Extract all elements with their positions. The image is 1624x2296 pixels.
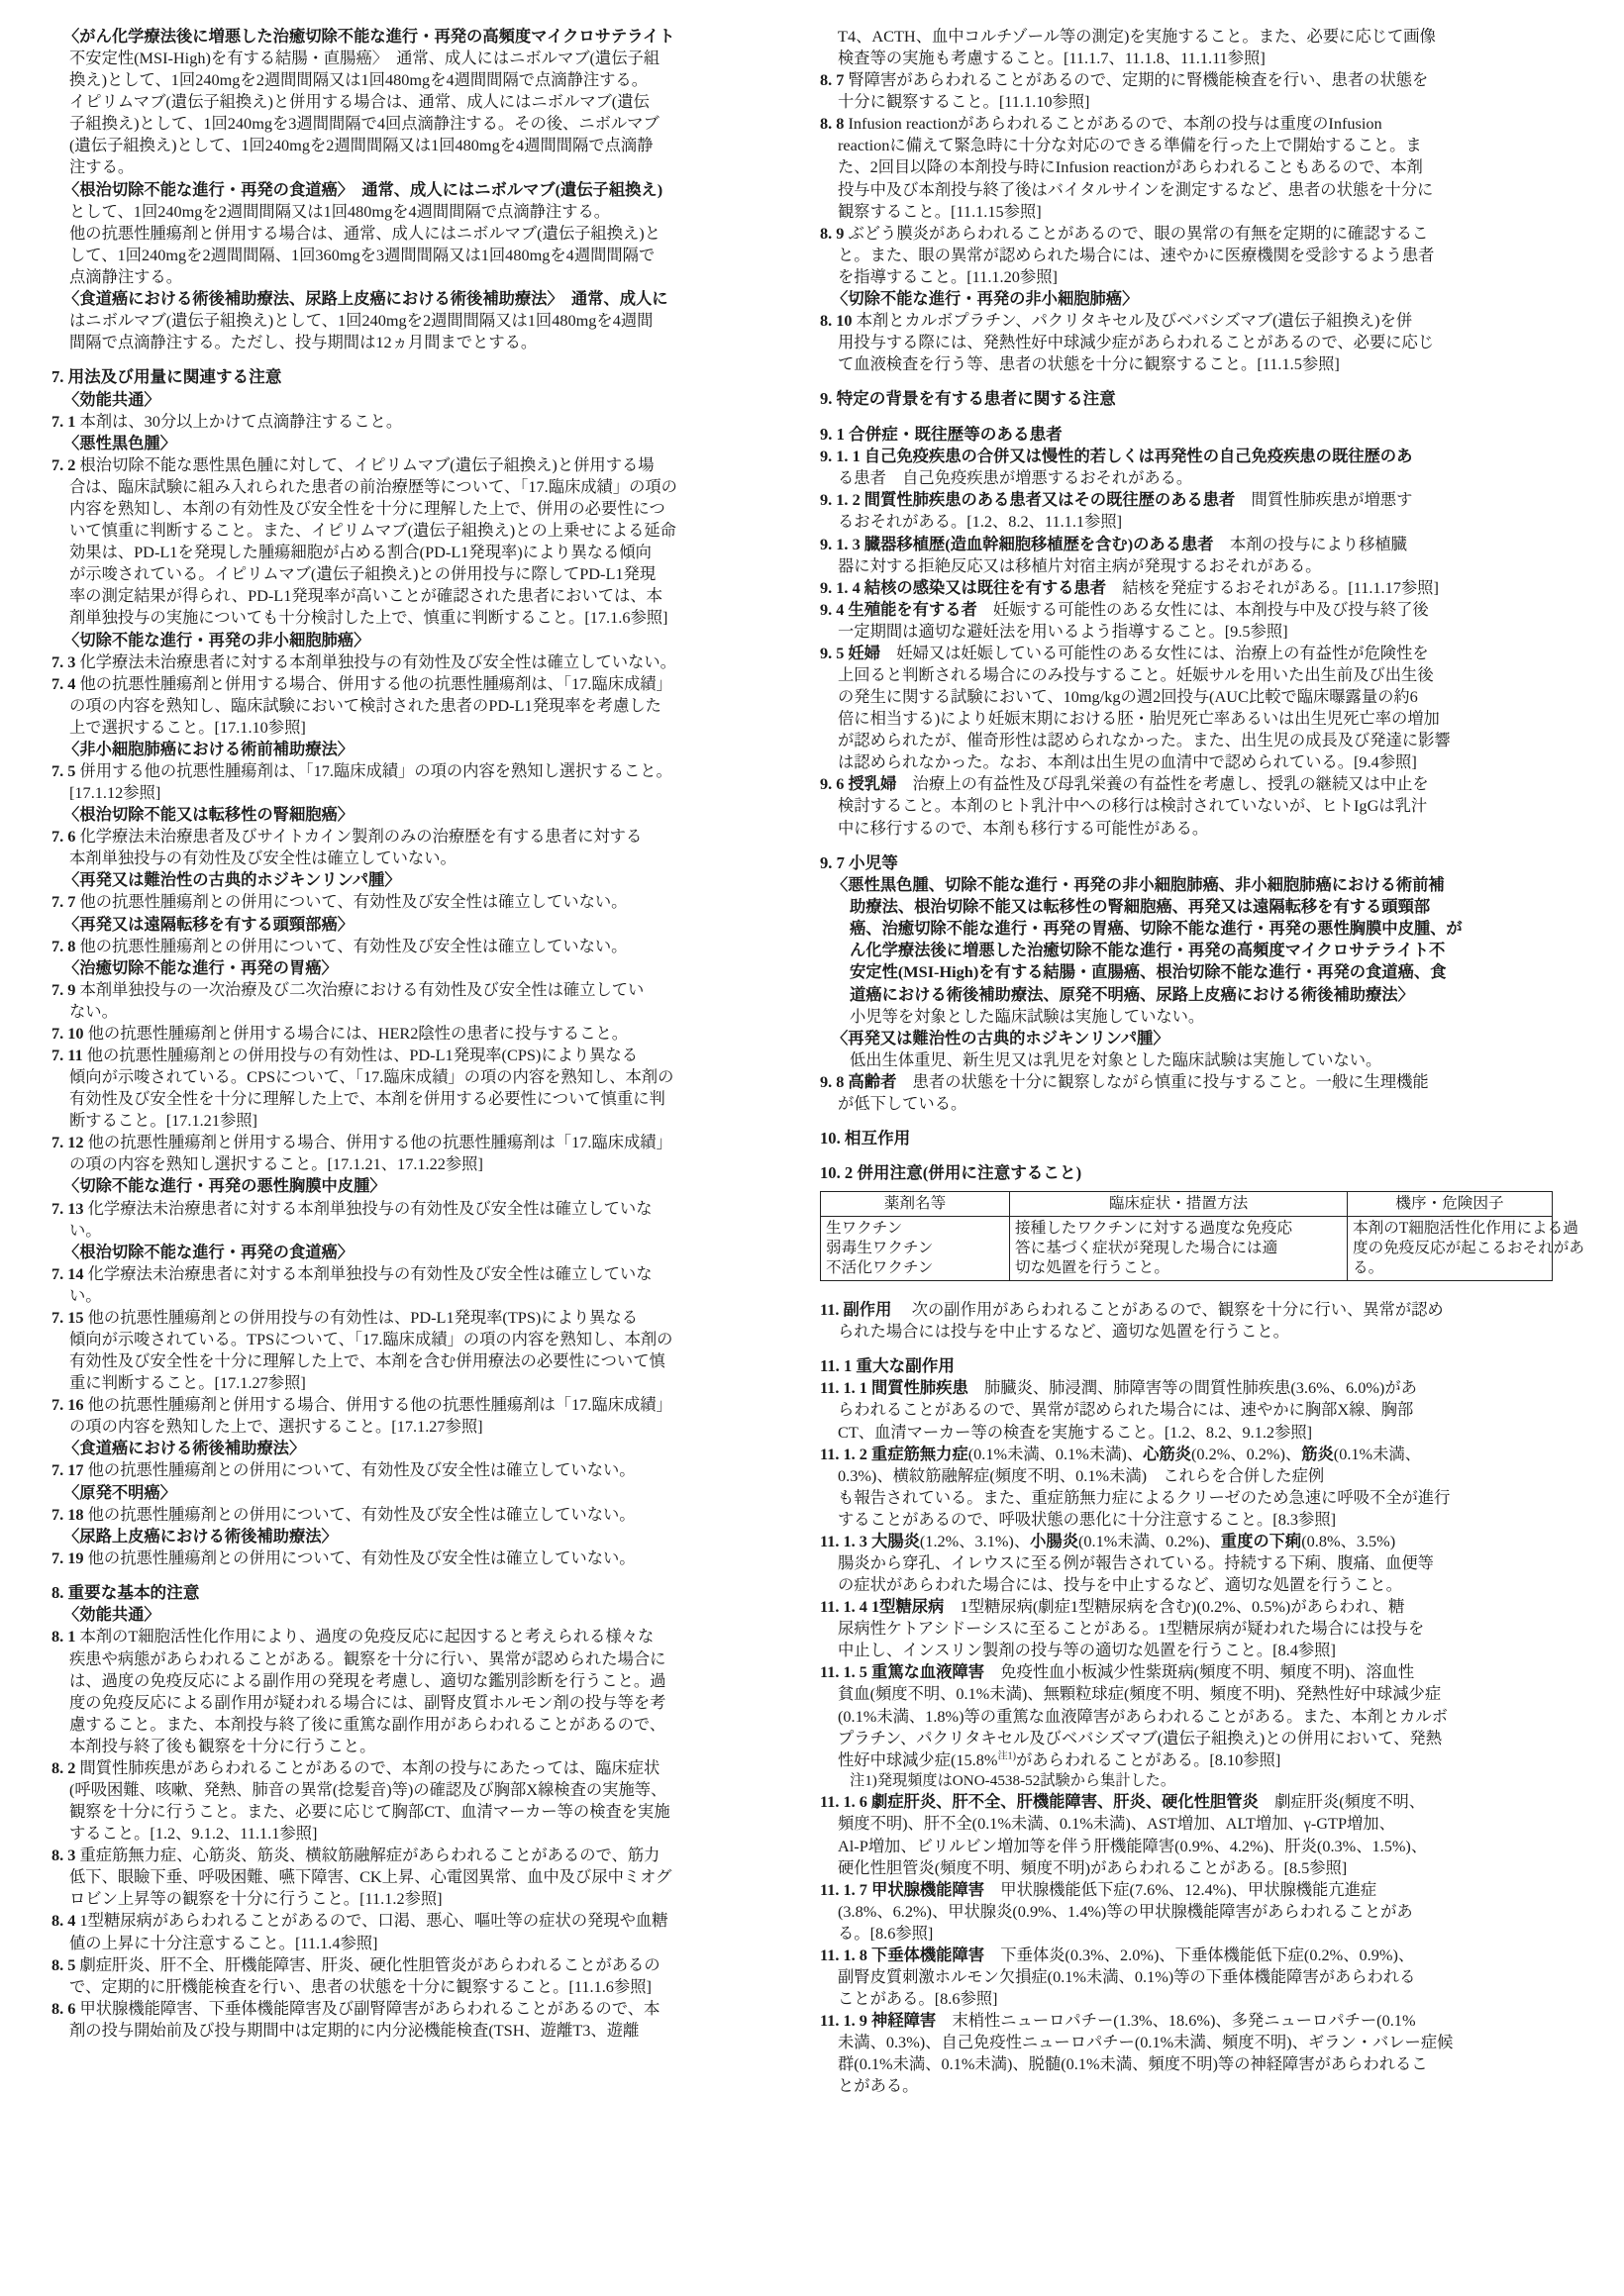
- item-number: 11. 1. 7: [820, 1879, 867, 1899]
- indication-subheading: 〈切除不能な進行・再発の非小細胞肺癌〉: [832, 288, 1139, 308]
- table-column-header: 薬剤名等: [821, 1191, 1010, 1216]
- continuation-line-bold: 助療法、根治切除不能又は転移性の腎細胞癌、再発又は遠隔転移を有する頭頸部: [850, 897, 1431, 917]
- indication-subheading: 〈再発又は難治性の古典的ホジキンリンパ腫〉: [63, 870, 401, 890]
- item-number: 9. 1. 2: [820, 490, 861, 510]
- item-number: 8. 9: [820, 223, 845, 243]
- numbered-item: 8. 10 本剤とカルボプラチン、パクリタキセル及びベバシズマブ(遺伝子組換え)を併: [820, 311, 1413, 331]
- section-heading: 9. 特定の背景を有する患者に関する注意: [820, 389, 1116, 409]
- table-column-header: 臨床症状・措置方法: [1010, 1191, 1348, 1216]
- indication-subheading: 〈再発又は遠隔転移を有する頭頸部癌〉: [63, 914, 355, 934]
- item-number: 7. 7: [51, 892, 76, 912]
- continuation-line: 率の測定結果が得られ、PD-L1発現率が高いことが確認された患者においては、本: [69, 586, 662, 606]
- item-number: 8. 1: [51, 1627, 76, 1647]
- continuation-line: を指導すること。[11.1.20参照]: [838, 266, 1058, 286]
- indication-subheading: 〈効能共通〉: [63, 1605, 160, 1625]
- continuation-line: して、1回240mgを2週間間隔、1回360mgを3週間間隔又は1回480mgを4週間間隔で: [69, 245, 656, 264]
- indication-subheading: 〈非小細胞肺癌における術前補助療法〉: [63, 739, 355, 758]
- item-label: 小腸炎: [1030, 1531, 1078, 1550]
- continuation-line: 不安定性(MSI-High)を有する結腸・直腸癌〉 通常、成人にはニボルマブ(遺伝子組: [69, 49, 660, 68]
- continuation-line: 本剤単独投与の有効性及び安全性は確立していない。: [69, 849, 457, 868]
- continuation-line: イピリムマブ(遺伝子組換え)と併用する場合は、通常、成人にはニボルマブ(遺伝: [69, 92, 650, 112]
- numbered-item: 7. 10 他の抗悪性腫瘍剤と併用する場合には、HER2陰性の患者に投与すること。: [51, 1023, 629, 1043]
- continuation-line: る患者 自己免疫疾患が増悪するおそれがある。: [838, 468, 1193, 488]
- item-label: 劇症肝炎、肝不全、肝機能障害、肝炎、硬化性胆管炎: [871, 1792, 1259, 1812]
- continuation-line: と。また、眼の異常が認められた場合には、速やかに医療機関を受診するよう患者: [838, 245, 1435, 264]
- numbered-item: 9. 5 妊婦 妊婦又は妊娠している可能性のある女性には、治療上の有益性が危険性を: [820, 643, 1429, 662]
- numbered-item: 7. 5 併用する他の抗悪性腫瘍剤は、「17.臨床成績」の項の内容を熟知し選択すること。: [51, 760, 672, 780]
- item-number: 7. 6: [51, 827, 76, 847]
- numbered-item: 8. 9 ぶどう膜炎があらわれることがあるので、眼の異常の有無を定期的に確認するこ: [820, 223, 1429, 243]
- item-number: 7. 2: [51, 454, 76, 474]
- continuation-line: 中に移行するので、本剤も移行する可能性がある。: [838, 818, 1209, 838]
- table-column-header: 機序・危険因子: [1348, 1191, 1553, 1216]
- continuation-line: 有効性及び安全性を十分に理解した上で、本剤を含む併用療法の必要性について慎: [69, 1351, 665, 1371]
- numbered-item: 11. 1. 8 下垂体機能障害 下垂体炎(0.3%、2.0%)、下垂体機能低下症(0.2%、0.9%)、: [820, 1945, 1415, 1964]
- continuation-line: の症状があらわれた場合には、投与を中止するなど、適切な処置を行うこと。: [838, 1575, 1402, 1595]
- table-cell: 接種したワクチンに対する過度な免疫応 答に基づく症状が発現した場合には適 切な処置を行うこと。: [1010, 1216, 1348, 1280]
- section-gap: [820, 840, 1553, 852]
- item-number: 9. 8: [820, 1071, 845, 1091]
- continuation-line: 尿病性ケトアシドーシスに至ることがある。1型糖尿病が疑われた場合には投与を: [838, 1619, 1425, 1639]
- item-number: 11. 1. 6: [820, 1792, 867, 1812]
- item-number: 7. 19: [51, 1547, 84, 1567]
- continuation-line: (0.1%未満、1.8%)等の重篤な血液障害があらわれることがある。また、本剤とカルボ: [838, 1706, 1448, 1726]
- continuation-line: 貧血(頻度不明、0.1%未満)、無顆粒球症(頻度不明、頻度不明)、発熱性好中球減少症: [838, 1684, 1442, 1704]
- numbered-item: 11. 副作用 次の副作用があらわれることがあるので、観察を十分に行い、異常が認め: [820, 1299, 1444, 1319]
- numbered-item: 7. 7 他の抗悪性腫瘍剤との併用について、有効性及び安全性は確立していない。: [51, 892, 628, 912]
- continuation-line: い。: [69, 1220, 102, 1240]
- item-number: 7. 8: [51, 936, 76, 955]
- continuation-line: の項の内容を熟知し選択すること。[17.1.21、17.1.22参照]: [69, 1154, 483, 1174]
- continuation-line: とがある。: [838, 2076, 919, 2096]
- numbered-item: 8. 8 Infusion reactionがあらわれることがあるので、本剤の投与は重度のInfusion: [820, 114, 1382, 134]
- continuation-line: 有効性及び安全性を十分に理解した上で、本剤を併用する必要性について慎重に判: [69, 1089, 665, 1109]
- item-number: 7. 5: [51, 760, 76, 780]
- continuation-line: 群(0.1%未満、0.1%未満)、脱髄(0.1%未満、頻度不明)等の神経障害があらわれるこ: [838, 2054, 1428, 2074]
- indication-subheading: 〈食道癌における術後補助療法、尿路上皮癌における術後補助療法〉 通常、成人に: [63, 288, 668, 308]
- numbered-item: 11. 1. 6 劇症肝炎、肝不全、肝機能障害、肝炎、硬化性胆管炎 劇症肝炎(頻度不明、: [820, 1792, 1426, 1812]
- indication-subheading: 〈切除不能な進行・再発の非小細胞肺癌〉: [63, 630, 370, 649]
- numbered-item: 7. 14 化学療法未治療患者に対する本剤単独投与の有効性及び安全性は確立していな: [51, 1263, 653, 1283]
- continuation-line: ない。: [69, 1001, 118, 1021]
- item-number: 8. 8: [820, 114, 845, 134]
- continuation-line: い。: [69, 1285, 102, 1305]
- item-number: 7. 1: [51, 411, 76, 431]
- item-number: 7. 14: [51, 1263, 84, 1283]
- item-number: 9. 4: [820, 599, 845, 619]
- section-gap: [820, 1149, 1553, 1162]
- indication-subheading: 〈再発又は難治性の古典的ホジキンリンパ腫〉: [832, 1028, 1169, 1048]
- continuation-line: 観察を十分に行うこと。また、必要に応じて胸部CT、血清マーカー等の検査を実施: [69, 1802, 670, 1822]
- continuation-line: 傾向が示唆されている。CPSについて、「17.臨床成績」の項の内容を熟知し、本剤の: [69, 1067, 674, 1087]
- continuation-line-bold: ん化学療法後に増悪した治癒切除不能な進行・再発の高頻度マイクロサテライト不: [850, 941, 1446, 960]
- continuation-line: ことがある。[8.6参照]: [838, 1989, 998, 2009]
- item-number: 7. 13: [51, 1198, 84, 1218]
- continuation-line: 内容を熟知し、本剤の有効性及び安全性を十分に理解した上で、併用の必要性につ: [69, 499, 665, 519]
- continuation-line: 一定期間は適切な避妊法を用いるよう指導すること。[9.5参照]: [838, 621, 1288, 641]
- item-number: 7. 11: [51, 1046, 83, 1064]
- item-number: 11. 副作用: [820, 1299, 892, 1319]
- continuation-line: 小児等を対象とした臨床試験は実施していない。: [850, 1006, 1205, 1026]
- continuation-line: 0.3%)、横紋筋融解症(頻度不明、0.1%未満) これらを合併した症例: [838, 1465, 1325, 1485]
- item-number: 11. 1. 1: [820, 1378, 867, 1398]
- numbered-item: 8. 3 重症筋無力症、心筋炎、筋炎、横紋筋融解症があらわれることがあるので、筋力: [51, 1846, 660, 1865]
- continuation-line: 低出生体重児、新生児又は乳児を対象とした臨床試験は実施していない。: [850, 1049, 1382, 1069]
- item-label: 間質性肺疾患のある患者又はその既往歴のある患者: [863, 490, 1236, 510]
- continuation-line: 検討すること。本剤のヒト乳汁中への移行は検討されていないが、ヒトIgGは乳汁: [838, 796, 1428, 816]
- item-label: 間質性肺疾患: [871, 1378, 968, 1398]
- item-label: 妊婦: [848, 643, 881, 662]
- item-label: 生殖能を有する者: [848, 599, 977, 619]
- item-number: 8. 3: [51, 1846, 76, 1865]
- continuation-line: いて慎重に判断すること。また、イピリムマブ(遺伝子組換え)との上乗せによる延命: [69, 521, 676, 541]
- right-text-column: [820, 26, 1584, 2097]
- continuation-line: 腸炎から穿孔、イレウスに至る例が報告されている。持続する下痢、腹痛、血便等: [838, 1553, 1434, 1573]
- numbered-item: 11. 1. 7 甲状腺機能障害 甲状腺機能低下症(7.6%、12.4%)、甲状腺機能亢進症: [820, 1879, 1377, 1899]
- item-label: 大腸炎: [871, 1531, 920, 1550]
- continuation-line: ロビン上昇等の観察を十分に行うこと。[11.1.2参照]: [69, 1889, 443, 1909]
- indication-subheading: 〈根治切除不能な進行・再発の食道癌〉: [63, 1242, 355, 1261]
- numbered-item: 7. 9 本剤単独投与の一次治療及び二次治療における有効性及び安全性は確立してい: [51, 979, 645, 999]
- continuation-line: て血液検査を行う等、患者の状態を十分に観察すること。[11.1.5参照]: [838, 354, 1340, 374]
- item-label: 授乳婦: [848, 774, 897, 794]
- table-cell: 生ワクチン 弱毒生ワクチン 不活化ワクチン: [821, 1216, 1010, 1280]
- section-heading: 11. 1 重大な副作用: [820, 1355, 955, 1375]
- continuation-line: CT、血清マーカー等の検査を実施すること。[1.2、8.2、9.1.2参照]: [838, 1422, 1313, 1442]
- indication-subheading: 〈悪性黒色腫〉: [63, 433, 176, 452]
- continuation-line: 倍に相当する)により妊娠末期における胚・胎児死亡率あるいは出生児死亡率の増加: [838, 709, 1440, 729]
- numbered-item: 7. 19 他の抗悪性腫瘍剤との併用について、有効性及び安全性は確立していない。: [51, 1547, 636, 1567]
- item-number: 7. 3: [51, 651, 76, 671]
- continuation-line: 間隔で点滴静注する。ただし、投与期間は12ヵ月間までとする。: [69, 333, 538, 352]
- numbered-item: 7. 4 他の抗悪性腫瘍剤と併用する場合、併用する他の抗悪性腫瘍剤は、「17.臨床成績」: [51, 673, 672, 693]
- item-number: 11. 1. 9: [820, 2011, 867, 2031]
- continuation-line: 硬化性胆管炎(頻度不明、頻度不明)があらわれることがある。[8.5参照]: [838, 1857, 1348, 1877]
- numbered-item: 11. 1. 9 神経障害 末梢性ニューロパチー(1.3%、18.6%)、多発ニューロパチー(0.1%: [820, 2011, 1416, 2031]
- item-number: 8. 10: [820, 311, 853, 331]
- item-number: 7. 9: [51, 979, 76, 999]
- continuation-line: プラチン、パクリタキセル及びベバシズマブ(遺伝子組換え)との併用において、発熱: [838, 1728, 1442, 1747]
- footnote-line: 注1)発現頻度はONO-4538-52試験から集計した。: [850, 1771, 1176, 1789]
- item-number: 7. 17: [51, 1460, 84, 1480]
- item-number: 9. 1. 4: [820, 577, 861, 597]
- continuation-line-bold: 安定性(MSI-High)を有する結腸・直腸癌、根治切除不能な進行・再発の食道癌、食: [850, 962, 1447, 982]
- left-text-column: [51, 26, 784, 2042]
- table-row: [821, 1216, 1553, 1280]
- item-label: 自己免疫疾患の合併又は慢性的若しくは再発性の自己免疫疾患の既往歴のあ: [863, 447, 1413, 466]
- numbered-item: 8. 7 腎障害があらわれることがあるので、定期的に腎機能検査を行い、患者の状態を: [820, 70, 1429, 90]
- item-label: 結核の感染又は既往を有する患者: [863, 577, 1107, 597]
- item-number: 9. 6: [820, 774, 845, 794]
- item-number: 11. 1. 8: [820, 1945, 867, 1964]
- section-gap: [820, 375, 1553, 388]
- table-header-row: [821, 1191, 1553, 1216]
- continuation-line: 断すること。[17.1.21参照]: [69, 1111, 257, 1131]
- item-number: 11. 1. 5: [820, 1662, 867, 1682]
- item-label: 高齢者: [848, 1071, 897, 1091]
- continuation-line: るおそれがある。[1.2、8.2、11.1.1参照]: [838, 512, 1123, 532]
- continuation-line: (3.8%、6.2%)、甲状腺炎(0.9%、1.4%)等の甲状腺機能障害があらわれることがあ: [838, 1901, 1413, 1921]
- continuation-line: 剤の投与開始前及び投与期間中は定期的に内分泌機能検査(TSH、遊離T3、遊離: [69, 2020, 640, 2040]
- item-label: 重篤な血液障害: [871, 1662, 985, 1682]
- continuation-line: として、1回240mgを2週間間隔又は1回480mgを4週間間隔で点滴静注する。: [69, 201, 611, 221]
- continuation-line: 剤単独投与の実施についても十分検討した上で、慎重に判断すること。[17.1.6参照]: [69, 608, 668, 628]
- numbered-item: 7. 8 他の抗悪性腫瘍剤との併用について、有効性及び安全性は確立していない。: [51, 936, 628, 955]
- numbered-item: 7. 15 他の抗悪性腫瘍剤との併用投与の有効性は、PD-L1発現率(TPS)により異なる: [51, 1307, 639, 1327]
- continuation-line: 効果は、PD-L1を発現した腫瘍細胞が占める割合(PD-L1発現率)により異なる傾向: [69, 543, 652, 562]
- numbered-item: 9. 6 授乳婦 治療上の有益性及び母乳栄養の有益性を考慮し、授乳の継続又は中止を: [820, 774, 1429, 794]
- continuation-line: 換え)として、1回240mgを2週間間隔又は1回480mgを4週間間隔で点滴静注する。: [69, 70, 648, 90]
- item-label: 甲状腺機能障害: [871, 1879, 985, 1899]
- continuation-line: 慮すること。また、本剤投与終了後に重篤な副作用があらわれることがあるので、: [69, 1714, 666, 1734]
- continuation-line: の項の内容を熟知し、臨床試験において検討された患者のPD-L1発現率を考慮した: [69, 695, 661, 715]
- numbered-item: 11. 1. 5 重篤な血液障害 免疫性血小板減少性紫斑病(頻度不明、頻度不明)、溶血性: [820, 1662, 1415, 1682]
- item-label: 臓器移植歴(造血幹細胞移植歴を含む)のある患者: [863, 534, 1214, 553]
- continuation-line: 疾患や病態があらわれることがある。観察を十分に行い、異常が認められた場合に: [69, 1648, 666, 1668]
- item-number: 7. 16: [51, 1395, 84, 1415]
- continuation-line: はニボルマブ(遺伝子組換え)として、1回240mgを2週間間隔又は1回480mgを4週間: [69, 311, 654, 331]
- continuation-line: 度の免疫反応による副作用が疑われる場合には、副腎皮質ホルモン剤の投与等を考: [69, 1692, 666, 1712]
- interaction-table: [820, 1191, 1584, 1281]
- section-gap: [820, 1343, 1553, 1355]
- section-gap: [51, 1569, 784, 1582]
- continuation-line: は認められなかった。なお、本剤は出生児の血清中で認められている。[9.4参照]: [838, 752, 1417, 772]
- interaction-table-wrapper: [820, 1191, 1584, 1299]
- item-number: 7. 15: [51, 1307, 84, 1327]
- numbered-item: 8. 6 甲状腺機能障害、下垂体機能障害及び副腎障害があらわれることがあるので、本: [51, 1998, 660, 2018]
- numbered-item: 11. 1. 4 1型糖尿病 1型糖尿病(劇症1型糖尿病を含む)(0.2%、0.5%)があらわれ、糖: [820, 1597, 1405, 1617]
- continuation-line: すること。[1.2、9.1.2、11.1.1参照]: [69, 1824, 318, 1844]
- section-heading: 9. 7 小児等: [820, 852, 898, 872]
- numbered-item: 9. 1. 3 臓器移植歴(造血幹細胞移植歴を含む)のある患者 本剤の投与により移植臓: [820, 534, 1407, 553]
- continuation-line: 器に対する拒絶反応又は移植片対宿主病が発現するおそれがある。: [838, 555, 1322, 575]
- item-label: 筋炎: [1301, 1444, 1334, 1463]
- continuation-line: Al-P増加、ビリルビン増加等を伴う肝機能障害(0.9%、4.2%)、肝炎(0.3%、1.5%)、: [838, 1836, 1428, 1855]
- continuation-line: 検査等の実施も考慮すること。[11.1.7、11.1.8、11.1.11参照]: [838, 49, 1266, 68]
- two-column-layout: [51, 26, 1584, 2097]
- numbered-item: 7. 2 根治切除不能な悪性黒色腫に対して、イピリムマブ(遺伝子組換え)と併用する場: [51, 454, 655, 474]
- continuation-line: 副腎皮質刺激ホルモン欠損症(0.1%未満、0.1%)等の下垂体機能障害があらわれる: [838, 1967, 1416, 1987]
- item-label: 下垂体機能障害: [871, 1945, 985, 1964]
- numbered-item: 11. 1. 3 大腸炎(1.2%、3.1%)、小腸炎(0.1%未満、0.2%)、重度の下痢(0.8%、3.5%): [820, 1531, 1396, 1550]
- item-number: 8. 4: [51, 1911, 76, 1931]
- item-number: 9. 1. 1: [820, 447, 861, 466]
- continuation-line: は、過度の免疫反応による副作用の発現を考慮し、適切な鑑別診断を行うこと。過: [69, 1670, 666, 1690]
- item-label: 重症筋無力症: [871, 1444, 968, 1463]
- continuation-line: 未満、0.3%)、自己免疫性ニューロパチー(0.1%未満、頻度不明)、ギラン・バレー症候: [838, 2033, 1454, 2052]
- continuation-line: 注する。: [69, 157, 135, 177]
- numbered-item: 9. 1. 2 間質性肺疾患のある患者又はその既往歴のある患者 間質性肺疾患が増悪す: [820, 490, 1413, 510]
- section-gap: [820, 411, 1553, 424]
- numbered-item: 7. 18 他の抗悪性腫瘍剤との併用について、有効性及び安全性は確立していない。: [51, 1504, 636, 1524]
- continuation-line: られた場合には投与を中止するなど、適切な処置を行うこと。: [838, 1321, 1289, 1341]
- section-heading: 10. 2 併用注意(併用に注意すること): [820, 1163, 1082, 1183]
- continuation-line: 十分に観察すること。[11.1.10参照]: [838, 92, 1090, 112]
- section-heading: 8. 重要な基本的注意: [51, 1582, 200, 1602]
- item-label: 神経障害: [871, 2011, 937, 2031]
- item-number: 7. 10: [51, 1023, 84, 1043]
- continuation-line: も報告されている。また、重症筋無力症によるクリーゼのため急速に呼吸不全が進行: [838, 1487, 1451, 1507]
- numbered-item: 7. 12 他の抗悪性腫瘍剤と併用する場合、併用する他の抗悪性腫瘍剤は「17.臨床成績」: [51, 1133, 672, 1152]
- item-number: 8. 6: [51, 1998, 76, 2018]
- continuation-line: 合は、臨床試験に組み入れられた患者の前治療歴等について、「17.臨床成績」の項の: [69, 476, 677, 496]
- continuation-line: (呼吸困難、咳嗽、発熱、肺音の異常(捻髪音)等)の確認及び胸部X線検査の実施等、: [69, 1779, 667, 1799]
- continuation-line: T4、ACTH、血中コルチゾール等の測定)を実施すること。また、必要に応じて画像: [838, 27, 1436, 46]
- item-label: 1型糖尿病: [871, 1597, 945, 1617]
- continuation-line: 点滴静注する。: [69, 266, 182, 286]
- continuation-line: 性好中球減少症(15.8%$^{注1)}$があらわれることがある。[8.10参照]: [838, 1749, 1281, 1769]
- numbered-item: 7. 16 他の抗悪性腫瘍剤と併用する場合、併用する他の抗悪性腫瘍剤は「17.臨床成績」: [51, 1395, 672, 1415]
- section-heading: 9. 1 合併症・既往歴等のある患者: [820, 424, 1063, 444]
- section-gap: [51, 353, 784, 366]
- continuation-line: で、定期的に肝機能検査を行い、患者の状態を十分に観察すること。[11.1.6参照]: [69, 1976, 652, 1996]
- indication-subheading: 〈根治切除不能な進行・再発の食道癌〉 通常、成人にはニボルマブ(遺伝子組換え): [63, 179, 663, 199]
- section-heading: 10. 相互作用: [820, 1128, 911, 1148]
- numbered-item: 7. 6 化学療法未治療患者及びサイトカイン製剤のみの治療歴を有する患者に対する: [51, 827, 643, 847]
- numbered-item: 11. 1. 1 間質性肺疾患 肺臓炎、肺浸潤、肺障害等の間質性肺疾患(3.6%、6.0%)があ: [820, 1378, 1417, 1398]
- item-label: 重度の下痢: [1220, 1531, 1302, 1550]
- continuation-line-bold: 癌、治癒切除不能な進行・再発の胃癌、切除不能な進行・再発の悪性胸膜中皮腫、が: [850, 919, 1463, 939]
- numbered-item: 8. 4 1型糖尿病があらわれることがあるので、口渇、悪心、嘔吐等の症状の発現や血糖: [51, 1911, 668, 1931]
- numbered-item: 7. 17 他の抗悪性腫瘍剤との併用について、有効性及び安全性は確立していない。: [51, 1460, 636, 1480]
- item-number: 8. 5: [51, 1954, 76, 1974]
- indication-subheading: 〈悪性黒色腫、切除不能な進行・再発の非小細胞肺癌、非小細胞肺癌における術前補: [832, 875, 1445, 895]
- continuation-line: することがあるので、呼吸状態の悪化に十分注意すること。[8.3参照]: [838, 1509, 1337, 1529]
- section-heading: 7. 用法及び用量に関連する注意: [51, 367, 282, 387]
- continuation-line: の発生に関する試験において、10mg/kgの週2回投与(AUC比較で臨床曝露量の約6: [838, 687, 1418, 707]
- indication-subheading: 〈治癒切除不能な進行・再発の胃癌〉: [63, 957, 338, 977]
- numbered-item: 7. 3 化学療法未治療患者に対する本剤単独投与の有効性及び安全性は確立していない。: [51, 651, 676, 671]
- continuation-line: 値の上昇に十分注意すること。[11.1.4参照]: [69, 1933, 378, 1952]
- indication-subheading: 〈がん化学療法後に増悪した治癒切除不能な進行・再発の高頻度マイクロサテライト: [63, 27, 675, 46]
- item-label: 心筋炎: [1143, 1444, 1191, 1463]
- numbered-item: 9. 8 高齢者 患者の状態を十分に観察しながら慎重に投与すること。一般に生理機能: [820, 1071, 1429, 1091]
- continuation-line: の項の内容を熟知した上で、選択すること。[17.1.27参照]: [69, 1417, 483, 1437]
- indication-subheading: 〈食道癌における術後補助療法〉: [63, 1439, 306, 1458]
- item-number: 7. 12: [51, 1133, 84, 1152]
- numbered-item: 7. 1 本剤は、30分以上かけて点滴静注すること。: [51, 411, 403, 431]
- numbered-item: 8. 5 劇症肝炎、肝不全、肝機能障害、肝炎、硬化性胆管炎があらわれることがあるの: [51, 1954, 660, 1974]
- numbered-item: 7. 13 化学療法未治療患者に対する本剤単独投与の有効性及び安全性は確立していな: [51, 1198, 653, 1218]
- indication-subheading: 〈尿路上皮癌における術後補助療法〉: [63, 1526, 338, 1546]
- indication-subheading: 〈根治切除不能又は転移性の腎細胞癌〉: [63, 805, 355, 825]
- indication-subheading: 〈効能共通〉: [63, 389, 160, 409]
- table-spacer: [820, 1281, 1553, 1299]
- continuation-line: 上回ると判断される場合にのみ投与すること。妊娠サルを用いた出生前及び出生後: [838, 665, 1434, 684]
- continuation-line: 頻度不明)、肝不全(0.1%未満、0.1%未満)、AST増加、ALT増加、γ-GTP増加、: [838, 1814, 1395, 1834]
- continuation-line: 投与中及び本剤投与終了後はバイタルサインを測定するなど、患者の状態を十分に: [838, 179, 1434, 199]
- continuation-line: 上で選択すること。[17.1.10参照]: [69, 717, 306, 737]
- continuation-line: 用投与する際には、発熱性好中球減少症があらわれることがあるので、必要に応じ: [838, 333, 1435, 352]
- continuation-line: る。[8.6参照]: [838, 1923, 934, 1943]
- numbered-item: 11. 1. 2 重症筋無力症(0.1%未満、0.1%未満)、心筋炎(0.2%、0.2%)、筋炎(0.1%未満、: [820, 1444, 1421, 1463]
- item-number: 7. 18: [51, 1504, 84, 1524]
- numbered-item: 9. 4 生殖能を有する者 妊娠する可能性のある女性には、本剤投与中及び投与終了後: [820, 599, 1429, 619]
- item-number: 11. 1. 2: [820, 1444, 867, 1463]
- numbered-item: [820, 446, 1553, 467]
- item-number: 8. 2: [51, 1757, 76, 1777]
- continuation-line: 重に判断すること。[17.1.27参照]: [69, 1373, 306, 1393]
- item-number: 7. 4: [51, 673, 76, 693]
- continuation-line: 観察すること。[11.1.15参照]: [838, 201, 1042, 221]
- section-gap: [820, 1115, 1553, 1128]
- continuation-line: が示唆されている。イピリムマブ(遺伝子組換え)との併用投与に際してPD-L1発現: [69, 564, 657, 584]
- indication-subheading: 〈原発不明癌〉: [63, 1482, 176, 1502]
- continuation-line: 本剤投与終了後も観察を十分に行うこと。: [69, 1736, 376, 1755]
- numbered-item: 9. 1. 4 結核の感染又は既往を有する患者 結核を発症するおそれがある。[11.1.17参照]: [820, 577, 1439, 597]
- continuation-line: 傾向が示唆されている。TPSについて、「17.臨床成績」の項の内容を熟知し、本剤の: [69, 1330, 673, 1349]
- numbered-item: 7. 11 他の抗悪性腫瘍剤との併用投与の有効性は、PD-L1発現率(CPS)により異なる: [51, 1046, 639, 1064]
- table-cell: 本剤のT細胞活性化作用による過 度の免疫反応が起こるおそれがあ る。: [1348, 1216, 1553, 1280]
- numbered-item: 8. 2 間質性肺疾患があらわれることがあるので、本剤の投与にあたっては、臨床症状: [51, 1757, 660, 1777]
- continuation-line: が認められたが、催奇形性は認められなかった。また、出生児の成長及び発達に影響: [838, 731, 1451, 750]
- continuation-line: 低下、眼瞼下垂、呼吸困難、嚥下障害、CK上昇、心電図異常、血中及び尿中ミオグ: [69, 1867, 672, 1887]
- numbered-item: 8. 1 本剤のT細胞活性化作用により、過度の免疫反応に起因すると考えられる様々な: [51, 1627, 655, 1647]
- indication-subheading: 〈切除不能な進行・再発の悪性胸膜中皮腫〉: [63, 1176, 386, 1196]
- continuation-line: らわれることがあるので、異常が認められた場合には、速やかに胸部X線、胸部: [838, 1400, 1414, 1420]
- item-number: 8. 7: [820, 70, 845, 90]
- item-number: 9. 1. 3: [820, 534, 861, 553]
- continuation-line-bold: 道癌における術後補助療法、原発不明癌、尿路上皮癌における術後補助療法〉: [850, 984, 1414, 1004]
- continuation-line: た、2回目以降の本剤投与時にInfusion reactionがあらわれることもあるので、本剤: [838, 157, 1423, 177]
- continuation-line: 子組換え)として、1回240mgを3週間間隔で4回点滴静注する。その後、ニボルマブ: [69, 114, 660, 134]
- item-number: 11. 1. 4: [820, 1597, 867, 1617]
- continuation-line: [17.1.12参照]: [69, 783, 161, 803]
- continuation-line: (遺伝子組換え)として、1回240mgを2週間間隔又は1回480mgを4週間間隔で点滴静: [69, 136, 654, 155]
- item-number: 9. 5: [820, 643, 845, 662]
- continuation-line: 他の抗悪性腫瘍剤と併用する場合は、通常、成人にはニボルマブ(遺伝子組換え)と: [69, 223, 660, 243]
- continuation-line: 中止し、インスリン製剤の投与等の適切な処置を行うこと。[8.4参照]: [838, 1641, 1336, 1660]
- continuation-line: reactionに備えて緊急時に十分な対応のできる準備を行った上で開始すること。ま: [838, 136, 1422, 155]
- continuation-line: が低下している。: [838, 1093, 967, 1113]
- item-number: 11. 1. 3: [820, 1531, 867, 1550]
